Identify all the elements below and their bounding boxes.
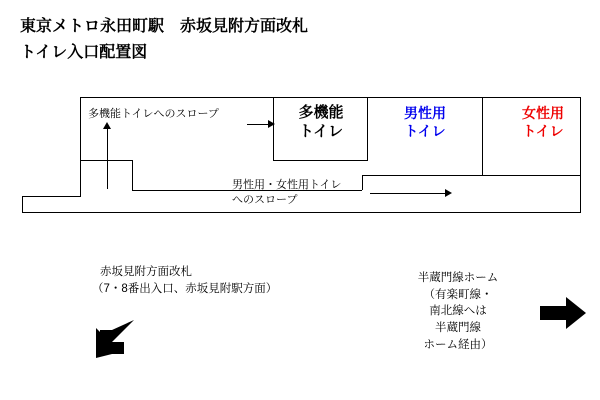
wall-bottom-outer	[22, 212, 580, 213]
arrow-down-left-icon	[90, 318, 138, 367]
arrow-multipurpose-head-icon	[268, 120, 275, 128]
arrow-mens-womens-shaft	[370, 193, 448, 194]
annotation-slope-mens-womens	[232, 178, 341, 208]
arrow-up-shaft	[107, 128, 108, 188]
page-title-line2: トイレ入口配置図	[20, 44, 148, 61]
arrow-up-head-icon	[103, 122, 111, 129]
room-label-multipurpose-line2: トイレ	[298, 122, 344, 140]
room-label-mens	[385, 105, 465, 140]
wall-corridor-inner-left	[132, 160, 133, 190]
legend-right-text	[398, 270, 518, 353]
legend-right-line1: 半蔵門線ホーム	[417, 272, 499, 284]
legend-left-text	[92, 264, 277, 297]
wall-womens-bottom	[482, 175, 580, 176]
wall-multipurpose-left	[273, 97, 274, 161]
wall-mens-bottom	[367, 175, 483, 176]
wall-corridor-inner-joint	[362, 175, 368, 176]
wall-left-vertical	[80, 97, 81, 197]
legend-right-line3: 南北線へは	[429, 305, 487, 318]
room-label-womens-line1: 女性用	[522, 105, 564, 121]
legend-right-line5: ホーム経由）	[423, 338, 493, 351]
room-label-mens-line1: 男性用	[404, 105, 446, 121]
wall-multipurpose-bottom	[273, 160, 368, 161]
legend-right-line2: （有楽町線・	[423, 288, 493, 301]
wall-corridor-inner-riser	[362, 175, 363, 190]
arrow-right-icon	[540, 296, 588, 335]
wall-bottom-left-stub	[80, 160, 132, 161]
wall-top-outer	[80, 97, 580, 98]
legend-left-line1: 赤坂見附方面改札	[100, 266, 192, 278]
wall-left-step	[22, 196, 80, 197]
arrow-mens-womens-head-icon	[445, 189, 452, 197]
arrow-up-foot	[107, 188, 108, 189]
annotation-slope-mens-womens-line1: 男性用・女性用トイレ	[232, 179, 342, 191]
page-title-line1: 東京メトロ永田町駅 赤坂見附方面改札	[20, 18, 309, 35]
wall-mens-right	[482, 97, 483, 175]
room-label-mens-line2: トイレ	[404, 122, 446, 139]
wall-left-outer	[22, 196, 23, 213]
room-label-womens	[503, 105, 583, 140]
room-label-multipurpose	[281, 104, 361, 142]
legend-right-line4: 半蔵門線	[435, 322, 481, 335]
room-label-womens-line2: トイレ	[522, 122, 564, 139]
room-label-multipurpose-line1: 多機能	[298, 104, 344, 121]
annotation-slope-mens-womens-line2: へのスロープ	[232, 193, 298, 206]
legend-left-line2: （7・8番出入口、赤坂見附駅方面）	[92, 282, 278, 295]
wall-multipurpose-right	[367, 97, 368, 161]
annotation-slope-multipurpose: 多機能トイレへのスロープ	[88, 108, 219, 120]
